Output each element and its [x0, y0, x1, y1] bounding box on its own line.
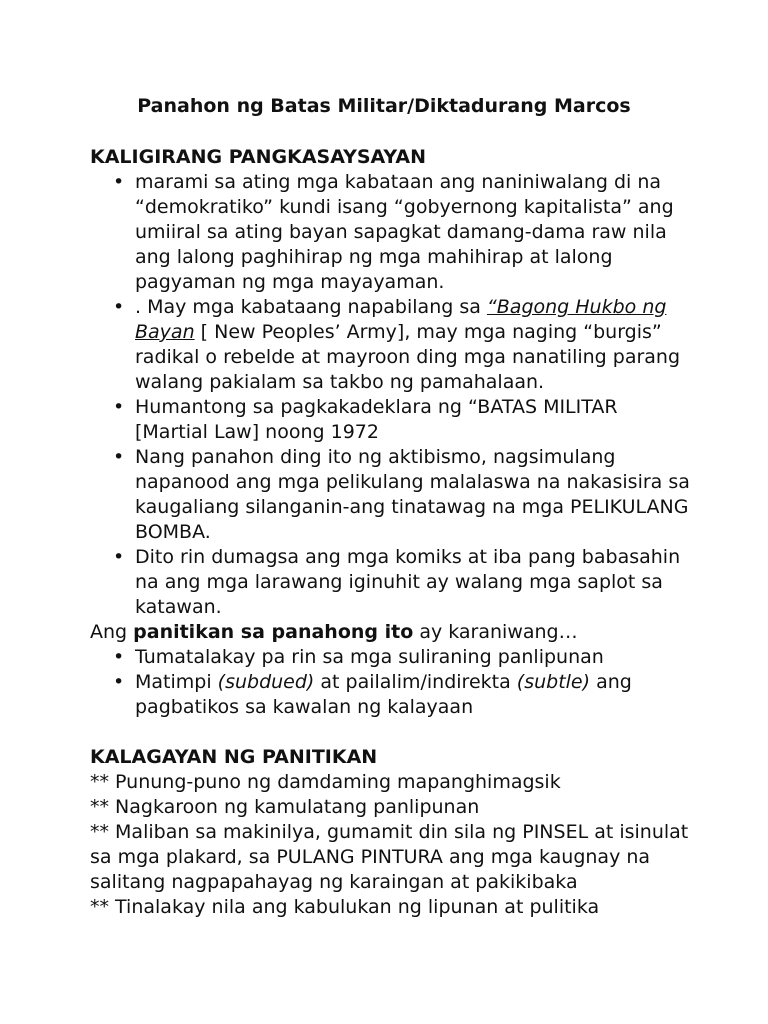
bullet-icon: •: [113, 171, 125, 193]
bullet-icon: •: [113, 446, 125, 468]
literature-intro: [90, 620, 690, 645]
list-item-text-part: Matimpi: [135, 671, 218, 693]
list-item-text: Humantong sa pagkakadeklara ng “BATAS MILITAR [Martial Law] noong 1972: [135, 396, 618, 443]
note-line: ** Punung-puno ng damdaming mapanghimagsik: [90, 771, 561, 793]
list-item-italic: (subdued): [217, 671, 315, 693]
list-item-italic: (subtle): [516, 671, 591, 693]
bullet-icon: •: [113, 396, 125, 418]
literature-bullet-list: [90, 645, 690, 720]
bullet-icon: •: [113, 671, 125, 693]
intro-text: Ang: [90, 621, 134, 643]
list-item: [90, 395, 690, 445]
intro-text: ay karaniwang…: [413, 621, 578, 643]
list-item: [90, 170, 690, 295]
list-item: [90, 445, 690, 545]
note-line: ** Tinalakay nila ang kabulukan ng lipunan at pulitika: [90, 896, 600, 918]
intro-emphasis: panitikan sa panahong ito: [133, 621, 414, 643]
list-item-text: [135, 671, 632, 718]
bullet-icon: •: [113, 646, 125, 668]
page-title: Panahon ng Batas Militar/Diktadurang Marcos: [137, 95, 631, 117]
list-item-text: marami sa ating mga kabataan ang naniniwalang di na “demokratiko” kundi isang “gobyernong kapitalista” ang umiiral sa ating bayan sapagkat damang-dama raw nila ang lalong paghihirap ng mga mahihirap at lalong pagyaman ng mga mayayaman.: [135, 171, 674, 293]
list-item-text: Tumatalakay pa rin sa mga suliraning panlipunan: [135, 646, 604, 668]
list-item-text: Nang panahon ding ito ng aktibismo, nagsimulang napanood ang mga pelikulang malalaswa na nakasisira sa kaugaliang silanganin-ang tinatawag na mga PELIKULANG BOMBA.: [135, 446, 690, 543]
list-item: [90, 645, 690, 670]
list-item-text-part: [ New Peoples’ Army], may mga naging “burgis” radikal o rebelde at mayroon ding mga nanatiling parang walang pakialam sa takbo ng pamahalaan.: [135, 321, 681, 393]
section-heading-background: KALIGIRANG PANGKASAYSAYAN: [90, 146, 426, 168]
npa-link[interactable]: “Bagong Hukbo ng Bayan: [135, 296, 667, 343]
list-item-text-part: ang pagbatikos sa kawalan ng kalayaan: [135, 671, 632, 718]
list-item-text: [135, 296, 680, 393]
bullet-icon: •: [113, 546, 125, 568]
bullet-icon: •: [113, 296, 125, 318]
list-item-text-part: . May mga kabataang napabilang sa: [135, 296, 487, 318]
list-item: [90, 670, 690, 720]
list-item-text: Dito rin dumagsa ang mga komiks at iba pang babasahin na ang mga larawang iginuhit ay walang mga saplot sa katawan.: [135, 546, 681, 618]
list-item: [90, 295, 690, 395]
background-bullet-list: [90, 170, 690, 620]
list-item-text-part: at pailalim/indirekta: [314, 671, 517, 693]
section-heading-literature-state: KALAGAYAN NG PANITIKAN: [90, 746, 378, 768]
note-line: ** Nagkaroon ng kamulatang panlipunan: [90, 796, 480, 818]
list-item: [90, 545, 690, 620]
note-line: ** Maliban sa makinilya, gumamit din sila ng PINSEL at isinulat sa mga plakard, sa PULANG PINTURA ang mga kaugnay na salitang nagpapahayag ng karaingan at pakikibaka: [90, 821, 689, 893]
